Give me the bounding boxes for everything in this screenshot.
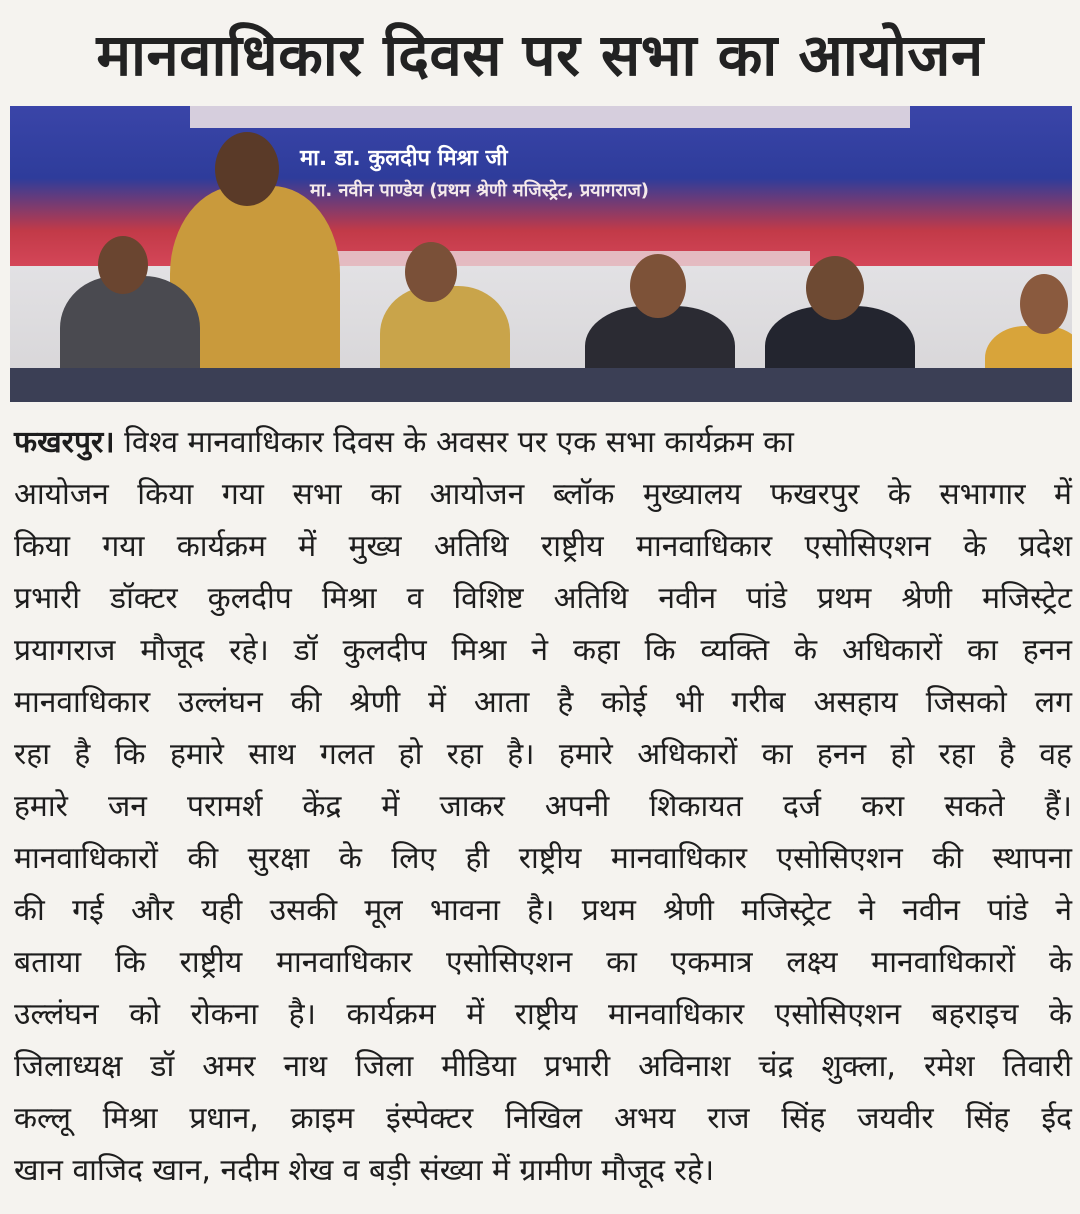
article-line-7: रहा है कि हमारे साथ गलत हो रहा है। हमारे अधिकारों का हनन हो रहा है वह xyxy=(14,737,1072,772)
article-line-4: प्रभारी डॉक्टर कुलदीप मिश्रा व विशिष्ट अतिथि नवीन पांडे प्रथम श्रेणी मजिस्ट्रेट xyxy=(14,581,1072,616)
article-line-3: किया गया कार्यक्रम में मुख्य अतिथि राष्ट्रीय मानवाधिकार एसोसिएशन के प्रदेश xyxy=(14,529,1072,564)
article-line-9: मानवाधिकारों की सुरक्षा के लिए ही राष्ट्रीय मानवाधिकार एसोसिएशन की स्थापना xyxy=(14,841,1072,876)
banner-special-guest-line: मा. नवीन पाण्डेय (प्रथम श्रेणी मजिस्ट्रेट, प्रयागराज) xyxy=(310,180,650,201)
article-line-15: खान वाजिद खान, नदीम शेख व बड़ी संख्या में ग्रामीण मौजूद रहे। xyxy=(14,1153,715,1188)
seated-person-4-head xyxy=(806,256,864,320)
article-line-11: बताया कि राष्ट्रीय मानवाधिकार एसोसिएशन का एकमात्र लक्ष्य मानवाधिकारों के xyxy=(14,945,1072,980)
article-line-12: उल्लंघन को रोकना है। कार्यक्रम में राष्ट्रीय मानवाधिकार एसोसिएशन बहराइच के xyxy=(14,997,1072,1032)
seated-person-3-head xyxy=(630,254,686,318)
speaker-head xyxy=(215,132,279,206)
seated-person-2-head xyxy=(405,242,457,302)
stage-table xyxy=(10,368,1072,402)
article-text: विश्व मानवाधिकार दिवस के अवसर पर एक सभा कार्यक्रम का xyxy=(114,425,794,460)
seated-person-left-head xyxy=(98,236,148,294)
event-photo xyxy=(10,106,1072,402)
article-line-2: आयोजन किया गया सभा का आयोजन ब्लॉक मुख्यालय फखरपुर के सभागार में xyxy=(14,477,1072,512)
banner-guest-line: मा. डा. कुलदीप मिश्रा जी xyxy=(300,146,508,171)
seated-person-right-head xyxy=(1020,274,1068,334)
article-line-5: प्रयागराज मौजूद रहे। डॉ कुलदीप मिश्रा ने कहा कि व्यक्ति के अधिकारों का हनन xyxy=(14,633,1072,668)
article-line-1 xyxy=(14,417,1072,469)
dateline: फखरपुर। xyxy=(14,425,115,460)
article-line-8: हमारे जन परामर्श केंद्र में जाकर अपनी शिकायत दर्ज करा सकते हैं। xyxy=(14,789,1072,824)
article-line-10: की गई और यही उसकी मूल भावना है। प्रथम श्रेणी मजिस्ट्रेट ने नवीन पांडे ने xyxy=(14,893,1072,928)
article-line-6: मानवाधिकार उल्लंघन की श्रेणी में आता है कोई भी गरीब असहाय जिसको लग xyxy=(14,685,1072,720)
banner-top-strip xyxy=(190,106,910,128)
headline: मानवाधिकार दिवस पर सभा का आयोजन xyxy=(96,21,984,89)
article-body xyxy=(14,417,1072,1207)
article-line-13: जिलाध्यक्ष डॉ अमर नाथ जिला मीडिया प्रभारी अविनाश चंद्र शुक्ला, रमेश तिवारी xyxy=(14,1049,1072,1084)
article-line-14: कल्लू मिश्रा प्रधान, क्राइम इंस्पेक्टर निखिल अभय राज सिंह जयवीर सिंह ईद xyxy=(14,1101,1072,1136)
